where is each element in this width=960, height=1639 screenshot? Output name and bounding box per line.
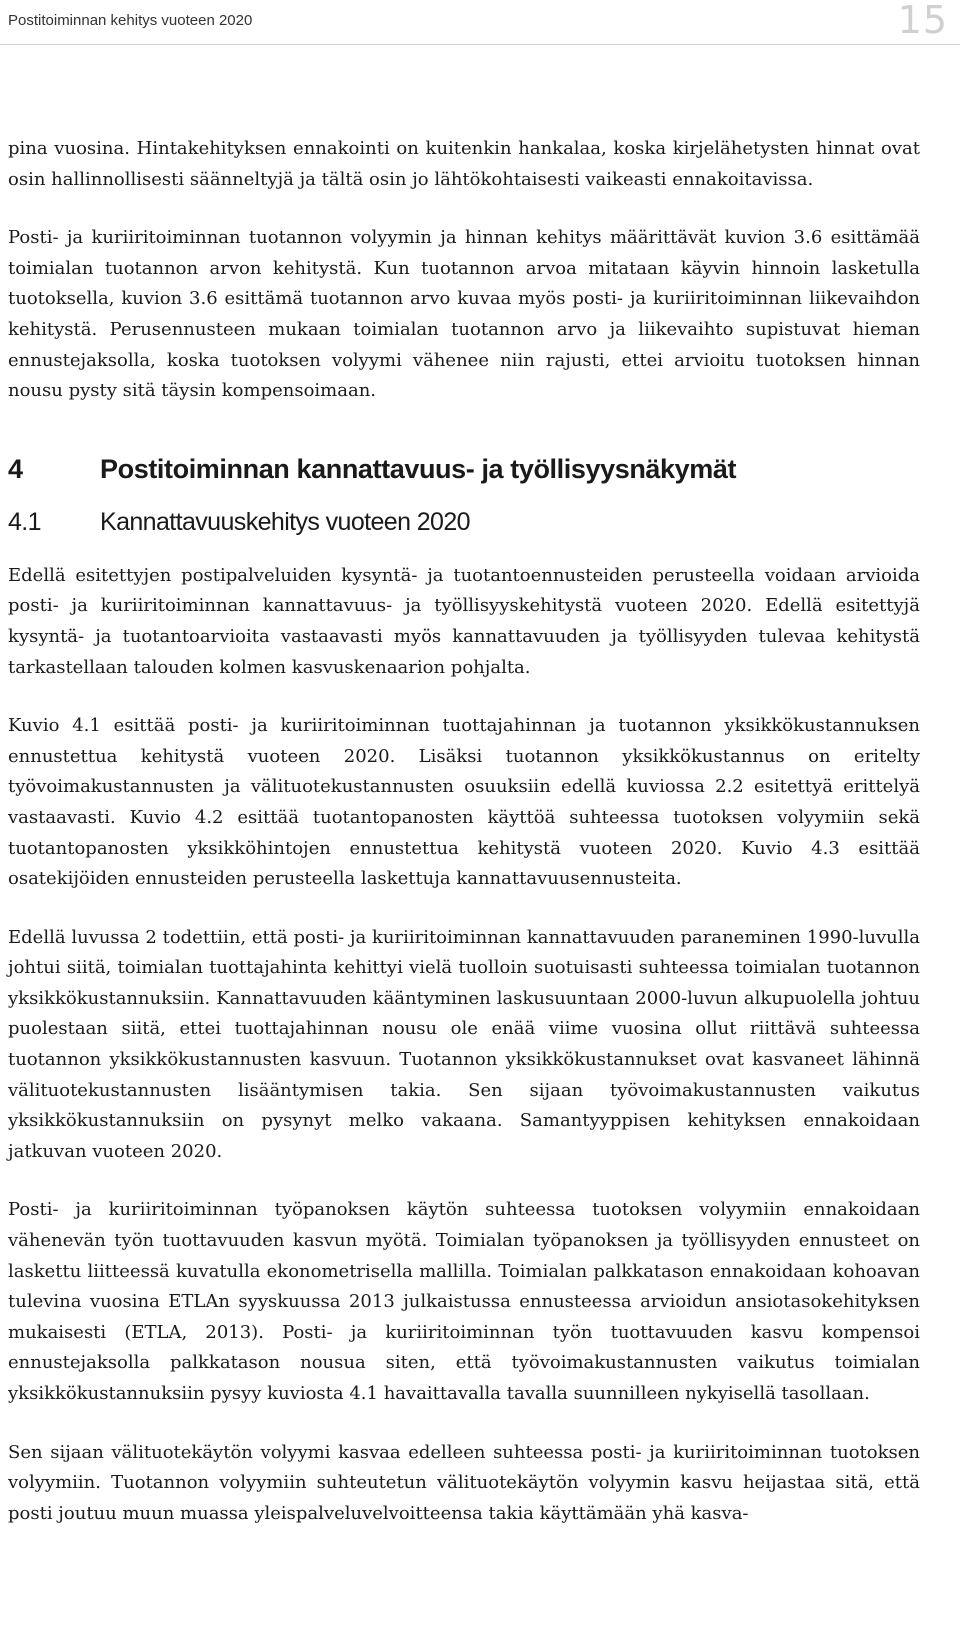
page-number: 15 [897,0,948,42]
subsection-title: Kannattavuuskehitys vuoteen 2020 [100,507,470,536]
paragraph: Sen sijaan välituotekäytön volyymi kasvaa edelleen suhteessa posti- ja kuriiritoiminnan tuotoksen volyymiin. Tuotannon volyymiin suhteutetun välituotekäytön volyymin kasvu heijastaa sitä, että posti joutuu muun muassa yleispalveluvelvoitteensa takia käyttämään yhä kasva- [8,1441,920,1524]
section-title: Postitoiminnan kannattavuus- ja työllisyysnäkymät [100,453,737,484]
paragraph: pina vuosina. Hintakehityksen ennakointi on kuitenkin hankalaa, koska kirjelähetysten hinnat ovat osin hallinnollisesti säänneltyjä ja tältä osin jo lähtökohtaisesti vaikeasti ennakoitavissa. [8,138,920,190]
paragraph: Posti- ja kuriiritoiminnan tuotannon volyymin ja hinnan kehitys määrittävät kuvion 3.6 esittämää toimialan tuotannon arvon kehitystä. Kun tuotannon arvoa mitataan käyvin hinnoin lasketulla tuotoksella, kuvion 3.6 esittämä tuotannon arvo kuvaa myös posti- ja kuriiritoiminnan liikevaihdon kehitystä. Perusennusteen mukaan toimialan tuotannon arvo ja liikevaihto supistuvat hieman ennustejaksolla, koska tuotoksen volyymi vähenee niin rajusti, ettei arvioitu tuotoksen hinnan nousu pysty sitä täysin kompensoimaan. [8,227,920,402]
subsection-heading [8,505,920,539]
page-body [8,134,920,1529]
section-heading [8,451,920,487]
running-title: Postitoiminnan kehitys vuoteen 2020 [8,12,253,29]
section-number: 4 [8,453,23,484]
subsection-number: 4.1 [8,507,41,536]
paragraph: Edellä esitettyjen postipalveluiden kysyntä- ja tuotantoennusteiden perusteella voidaan arvioida posti- ja kuriiritoiminnan kannattavuus- ja työllisyyskehitystä vuoteen 2020. Edellä esitettyjä kysyntä- ja tuotantoarvioita vastaavasti myös kannattavuuden ja työllisyyden tulevaa kehitystä tarkastellaan talouden kolmen kasvuskenaarion pohjalta. [8,564,920,678]
paragraph: Kuvio 4.1 esittää posti- ja kuriiritoiminnan tuottajahinnan ja tuotannon yksikkökustannuksen ennustettua kehitystä vuoteen 2020. Lisäksi tuotannon yksikkökustannus on eritelty työvoimakustannusten ja välituotekustannusten osuuksiin edellä kuviossa 2.2 esitettyä erittelyä vastaavasti. Kuvio 4.2 esittää tuotantopanosten käyttöä suhteessa tuotoksen volyymiin sekä tuotantopanosten yksikköhintojen ennustettua kehitystä vuoteen 2020. Kuvio 4.3 esittää osatekijöiden ennusteiden perusteella laskettuja kannattavuusennusteita. [8,715,920,890]
paragraph: Edellä luvussa 2 todettiin, että posti- ja kuriiritoiminnan kannattavuuden paraneminen 1990-luvulla johtui siitä, toimialan tuottajahinta kehittyi vielä tuolloin suotuisasti suhteessa toimialan tuotannon yksikkökustannuksiin. Kannattavuuden kääntyminen laskusuuntaan 2000-luvun alkupuolella johtuu puolestaan siitä, ettei tuottajahinnan nousu ole enää viime vuosina ollut riittävä suhteessa tuotannon yksikkökustannusten kasvuun. Tuotannon yksikkökustannukset ovat kasvaneet lähinnä välituotekustannusten lisääntymisen takia. Sen sijaan työvoimakustannusten vaikutus yksikkökustannuksiin on pysynyt melko vakaana. Samantyyppisen kehityksen ennakoidaan jatkuvan vuoteen 2020. [8,926,920,1162]
paragraph: Posti- ja kuriiritoiminnan työpanoksen käytön suhteessa tuotoksen volyymiin ennakoidaan vähenevän työn tuottavuuden kasvun myötä. Toimialan työpanoksen ja työllisyyden ennusteet on laskettu liitteessä kuvatulla ekonometrisella mallilla. Toimialan palkkatason ennakoidaan kohoavan tulevina vuosina ETLAn syyskuussa 2013 julkaistussa ennusteessa arvioidun ansiotasokehityksen mukaisesti (ETLA, 2013). Posti- ja kuriiritoiminnan työn tuottavuuden kasvu kompensoi ennustejaksolla palkkatason nousua siten, että työvoimakustannusten vaikutus toimialan yksikkökustannuksiin pysyy kuviosta 4.1 havaittavalla tavalla suunnilleen nykyisellä tasollaan. [8,1199,920,1404]
page-header [0,0,960,45]
